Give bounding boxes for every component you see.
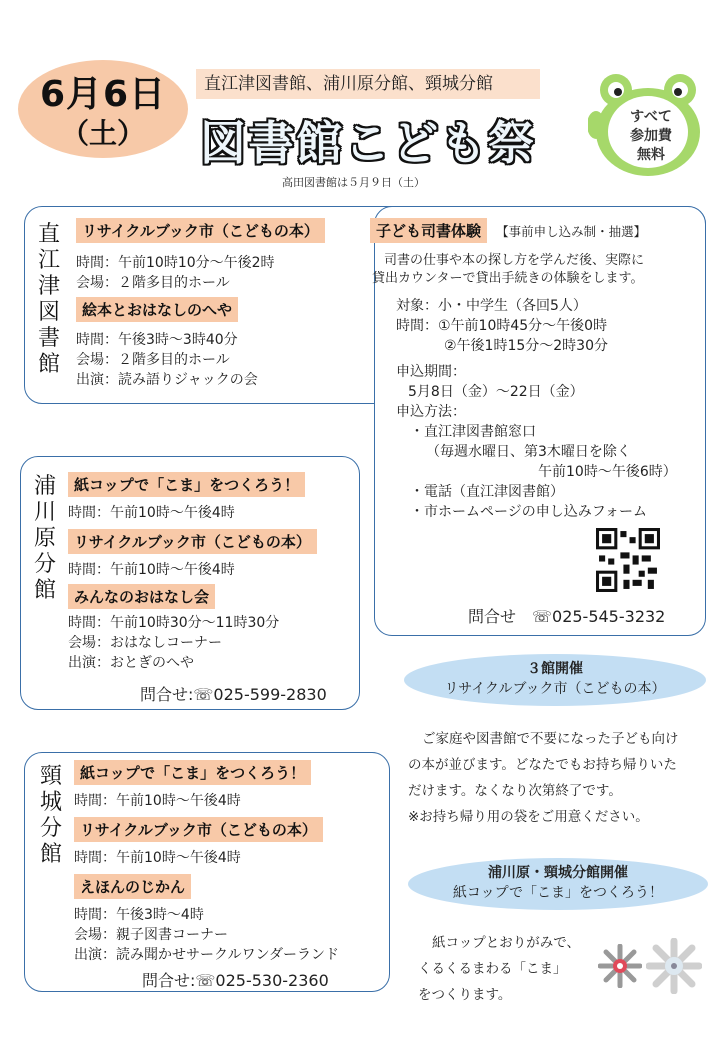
page-title: 図書館こども祭 [200, 116, 536, 170]
time-line-2: ②午後1時15分～2時30分 [444, 338, 608, 354]
event-performer: 出演：読み聞かせサークルワンダーランド [74, 947, 340, 963]
event-venue: 会場：２階多目的ホール [76, 352, 230, 368]
event-time: 時間：午前10時～午後4時 [68, 562, 235, 578]
librarian-title: 子ども司書体験 [370, 218, 487, 243]
event-time: 時間：午後3時～3時40分 [76, 332, 238, 348]
paper-top-icon [598, 944, 642, 988]
desc-line: 貸出カウンターで貸出手続きの体験をします。 [372, 271, 644, 286]
period-value: 5月8日（金）～22日（金） [408, 384, 584, 400]
badge-line: すべて [630, 109, 672, 125]
desc-line: ご家庭や図書館で不要になった子ども向け [422, 731, 679, 747]
event-time: 時間：午前10時～午後4時 [74, 793, 241, 809]
event-title: 紙コップで「こま」をつくろう！ [68, 472, 305, 497]
kubiki-events [74, 760, 339, 965]
kubiki-label: 頸城分館 [39, 764, 62, 867]
event-title: えほんのじかん [74, 874, 191, 899]
desc-line: くるくるまわる「こま」 [418, 961, 567, 977]
event-title: リサイクルブック市（こどもの本） [76, 218, 325, 243]
method-item: ・直江津図書館窓口 [410, 424, 536, 440]
two-libs-title: 紙コップで「こま」をつくろう！ [452, 885, 664, 901]
method-item: （毎週水曜日、第3木曜日を除く [426, 444, 631, 460]
two-libs-desc [418, 930, 580, 1008]
two-libs-heading: 浦川原・頸城分館開催 [488, 865, 628, 881]
event-title: みんなのおはなし会 [68, 584, 215, 609]
desc-line: 司書の仕事や本の探し方を学んだ後、実際に [384, 253, 645, 268]
librarian-heading [370, 218, 646, 243]
target-line: 対象：小・中学生（各回5人） [396, 298, 587, 314]
event-time: 時間：午後3時～4時 [74, 907, 204, 923]
event-performer: 出演：読み語りジャックの会 [76, 372, 258, 388]
event-title: リサイクルブック市（こどもの本） [68, 529, 317, 554]
uragawara-label: 浦川原分館 [33, 474, 56, 603]
librarian-desc [372, 252, 644, 288]
event-venue: 会場：親子図書コーナー [74, 927, 228, 943]
all-libs-title: リサイクルブック市（こどもの本） [444, 681, 666, 697]
method-item: 午前10時～午後6時） [538, 464, 677, 480]
period-label: 申込期間： [396, 364, 466, 380]
qr-code-icon[interactable] [596, 528, 660, 592]
free-badge [606, 108, 696, 165]
desc-line: の本が並びます。どなたでもお持ち帰りいた [408, 757, 677, 773]
desc-line: をつくります。 [418, 987, 512, 1003]
all-libs-heading: ３館開催 [527, 661, 583, 677]
kubiki-contact: 問合せ:☏025-530-2360 [142, 971, 329, 990]
event-time: 時間：午前10時10分～午後2時 [76, 255, 275, 271]
desc-line: 紙コップとおりがみで、 [432, 935, 580, 951]
librarian-contact: 問合せ ☏025-545-3232 [468, 607, 666, 626]
method-label: 申込方法： [396, 404, 466, 420]
event-time: 時間：午前10時30分～11時30分 [68, 615, 280, 631]
badge-line: 参加費 [630, 128, 672, 144]
time-line-1: 時間：①午前10時45分～午後0時 [396, 318, 608, 334]
event-day: （土） [60, 117, 145, 150]
badge-line: 無料 [637, 147, 665, 163]
event-time: 時間：午前10時～午後4時 [74, 850, 241, 866]
event-title: リサイクルブック市（こどもの本） [74, 817, 323, 842]
desc-line: だけます。なくなり次第終了です。 [408, 783, 622, 799]
event-title: 絵本とおはなしのへや [76, 297, 238, 322]
event-title: 紙コップで「こま」をつくろう！ [74, 760, 311, 785]
uragawara-contact: 問合せ:☏025-599-2830 [140, 685, 327, 704]
two-libs-banner [408, 858, 708, 910]
paper-top-icon [646, 938, 702, 994]
all-libs-desc [408, 726, 679, 830]
method-item: ・市ホームページの申し込みフォーム [410, 504, 648, 520]
event-venue: 会場：２階多目的ホール [76, 275, 230, 291]
method-item: ・電話（直江津図書館） [410, 484, 564, 500]
event-performer: 出演：おとぎのへや [68, 655, 194, 671]
uragawara-events [68, 472, 317, 673]
librarian-details [396, 296, 677, 522]
desc-line: ※お持ち帰り用の袋をご用意ください。 [408, 809, 649, 825]
libraries-banner: 直江津図書館、浦川原分館、頸城分館 [196, 69, 540, 99]
event-venue: 会場：おはなしコーナー [68, 635, 222, 651]
all-libs-banner [404, 654, 706, 706]
naoetsu-label: 直江津図書館 [37, 222, 60, 377]
librarian-note: 【事前申し込み制・抽選】 [496, 224, 647, 239]
closure-note: 高田図書館は５月９日（土） [282, 176, 425, 189]
naoetsu-events [76, 218, 325, 390]
event-date: 6月6日 [39, 74, 167, 115]
event-time: 時間：午前10時～午後4時 [68, 505, 235, 521]
